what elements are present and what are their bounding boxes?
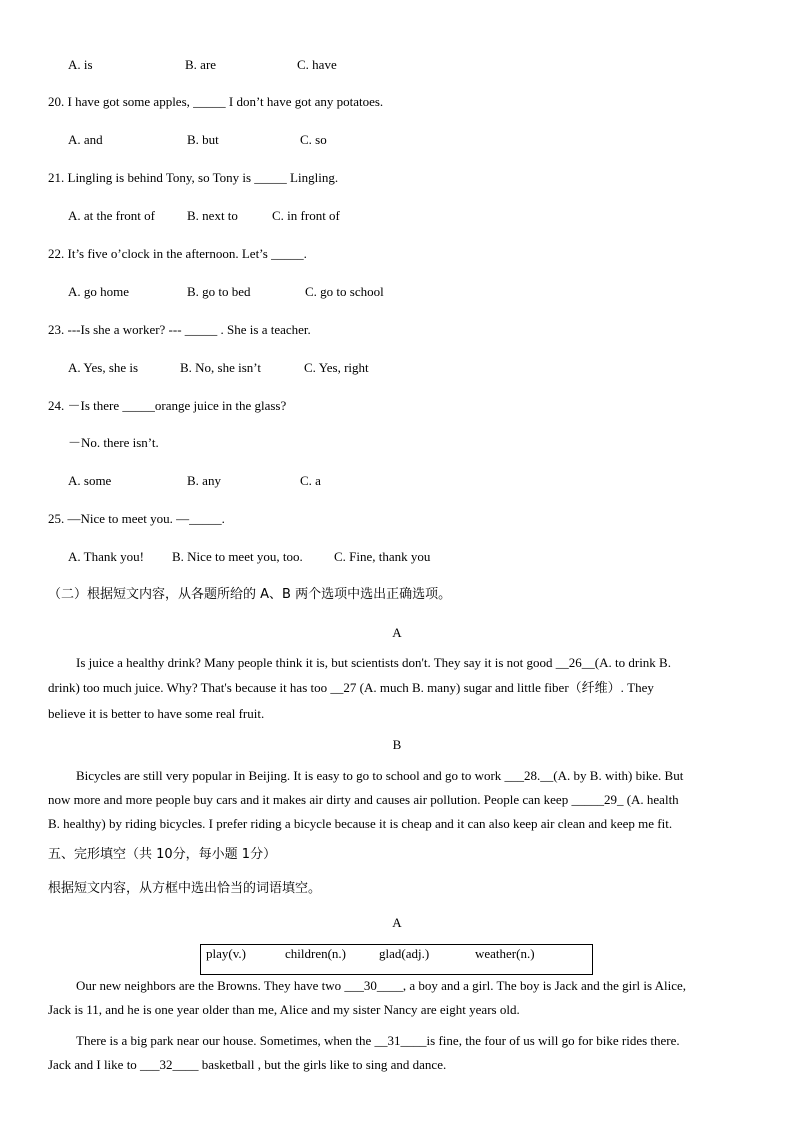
cloze-p1-line-2: Jack is 11, and he is one year older than me, Alice and my sister Nancy are eight years old. — [48, 1002, 520, 1017]
q21-option-a: A. at the front of — [68, 208, 156, 223]
section5-instruction: 根据短文内容，从方框中选出恰当的词语填空。 — [48, 881, 322, 896]
q24-stem: 24. －Is there _____orange juice in the glass? — [48, 398, 287, 413]
q21-option-b: B. next to — [187, 208, 238, 223]
passage-a-title: A — [392, 625, 402, 640]
q19-option-c: C. have — [297, 57, 337, 72]
q21-stem: 21. Lingling is behind Tony, so Tony is _____ Lingling. — [48, 170, 339, 185]
q20-option-a: A. and — [68, 132, 103, 147]
word-box — [200, 944, 593, 975]
q24-option-b: B. any — [187, 473, 221, 488]
q23-option-a: A. Yes, she is — [68, 360, 139, 375]
q20-stem: 20. I have got some apples, _____ I don’t have got any potatoes. — [48, 94, 384, 109]
q20-option-c: C. so — [300, 132, 327, 147]
q24-option-c: C. a — [300, 473, 321, 488]
q20-option-b: B. but — [187, 132, 219, 147]
cloze-passage-title: A — [392, 915, 402, 930]
section2-heading: （二）根据短文内容，从各题所给的 A、B 两个选项中选出正确选项。 — [48, 587, 452, 602]
q24-option-a: A. some — [68, 473, 112, 488]
q22-option-a: A. go home — [68, 284, 130, 299]
passage-a-line-2: drink) too much juice. Why? That's because it has too __27 (A. much B. many) sugar and little fiber（纤维）. They — [48, 680, 654, 695]
q25-option-c: C. Fine, thank you — [334, 549, 431, 564]
passage-b-title: B — [392, 737, 402, 752]
q23-option-b: B. No, she isn’t — [180, 360, 262, 375]
section5-heading: 五、完形填空（共 10分，每小题 1分） — [48, 847, 277, 862]
q19-option-a: A. is — [68, 57, 93, 72]
cloze-p2-line-2: Jack and I like to ___32____ basketball , but the girls like to sing and dance. — [48, 1057, 447, 1072]
passage-b-line-2: now more and more people buy cars and it makes air dirty and causes air pollution. People can keep _____29_ (A. health — [48, 792, 679, 807]
q25-option-a: A. Thank you! — [68, 549, 144, 564]
cloze-p1-line-1: Our new neighbors are the Browns. They have two ___30____, a boy and a girl. The boy is Jack and the girl is Alice, — [76, 978, 687, 993]
word-box-item: weather(n.) — [475, 946, 535, 961]
q21-option-c: C. in front of — [272, 208, 340, 223]
q23-stem: 23. ---Is she a worker? --- _____ . She is a teacher. — [48, 322, 311, 337]
q25-stem: 25. —Nice to meet you. —_____. — [48, 511, 225, 526]
q22-stem: 22. It’s five o’clock in the afternoon. Let’s _____. — [48, 246, 307, 261]
q22-option-b: B. go to bed — [187, 284, 251, 299]
q25-option-b: B. Nice to meet you, too. — [172, 549, 303, 564]
passage-a-line-3: believe it is better to have some real fruit. — [48, 706, 265, 721]
q24-reply: －No. there isn’t. — [68, 435, 159, 450]
word-box-item: play(v.) — [206, 946, 246, 961]
passage-b-line-1: Bicycles are still very popular in Beijing. It is easy to go to school and go to work ___28.__(A. by B. with) bike. But — [76, 768, 684, 783]
q22-option-c: C. go to school — [305, 284, 384, 299]
word-box-item: glad(adj.) — [379, 946, 430, 961]
q19-option-b: B. are — [185, 57, 217, 72]
passage-b-line-3: B. healthy) by riding bicycles. I prefer riding a bicycle because it is cheap and it can also keep air clean and keep me fit. — [48, 816, 673, 831]
q23-option-c: C. Yes, right — [304, 360, 369, 375]
passage-a-line-1: Is juice a healthy drink? Many people think it is, but scientists don't. They say it is not good __26__(A. to drink B. — [76, 655, 671, 670]
word-box-item: children(n.) — [285, 946, 347, 961]
cloze-p2-line-1: There is a big park near our house. Sometimes, when the __31____is fine, the four of us will go for bike rides there. — [76, 1033, 680, 1048]
